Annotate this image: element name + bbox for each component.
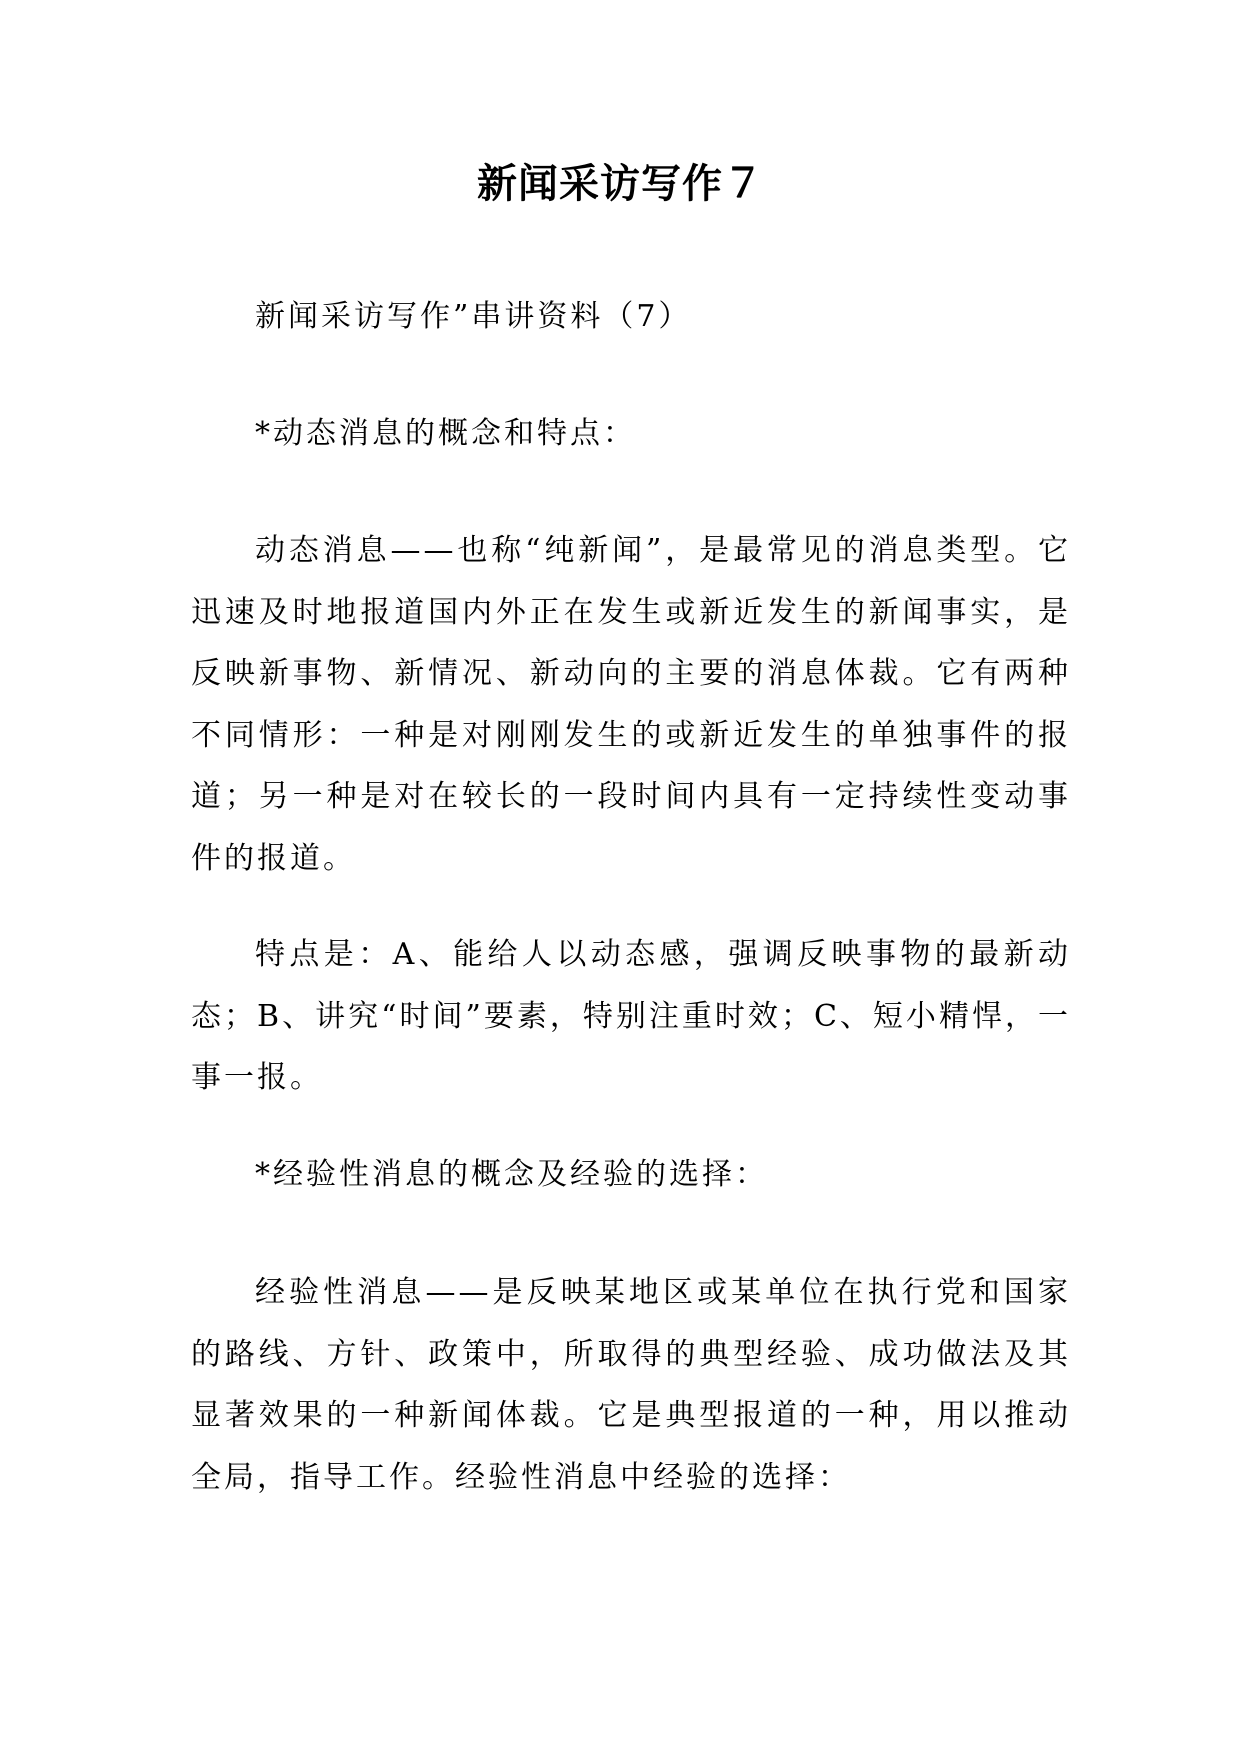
- subtitle-paragraph: 新闻采访写作”串讲资料（7）: [255, 299, 692, 334]
- body-paragraph-dynamic-news-features: 特点是：A、能给人以动态感，强调反映事物的最新动态；B、讲究“时间”要素，特别注重时效；C、短小精悍，一事一报。: [191, 937, 1071, 1095]
- section-heading-dynamic-news: *动态消息的概念和特点：: [255, 416, 636, 451]
- body-paragraph-experience-news-definition: 经验性消息——是反映某地区或某单位在执行党和国家的路线、方针、政策中，所取得的典型经验、成功做法及其显著效果的一种新闻体裁。它是典型报道的一种，用以推动全局，指导工作。经验性消息中经验的选择：: [191, 1275, 1071, 1495]
- document-title: 新闻采访写作７: [477, 160, 764, 207]
- section-heading-experience-news: *经验性消息的概念及经验的选择：: [255, 1157, 768, 1192]
- body-paragraph-dynamic-news-definition: 动态消息——也称“纯新闻”，是最常见的消息类型。它迅速及时地报道国内外正在发生或新近发生的新闻事实，是反映新事物、新情况、新动向的主要的消息体裁。它有两种不同情形：一种是对刚刚发生的或新近发生的单独事件的报道；另一种是对在较长的一段时间内具有一定持续性变动事件的报道。: [191, 533, 1071, 876]
